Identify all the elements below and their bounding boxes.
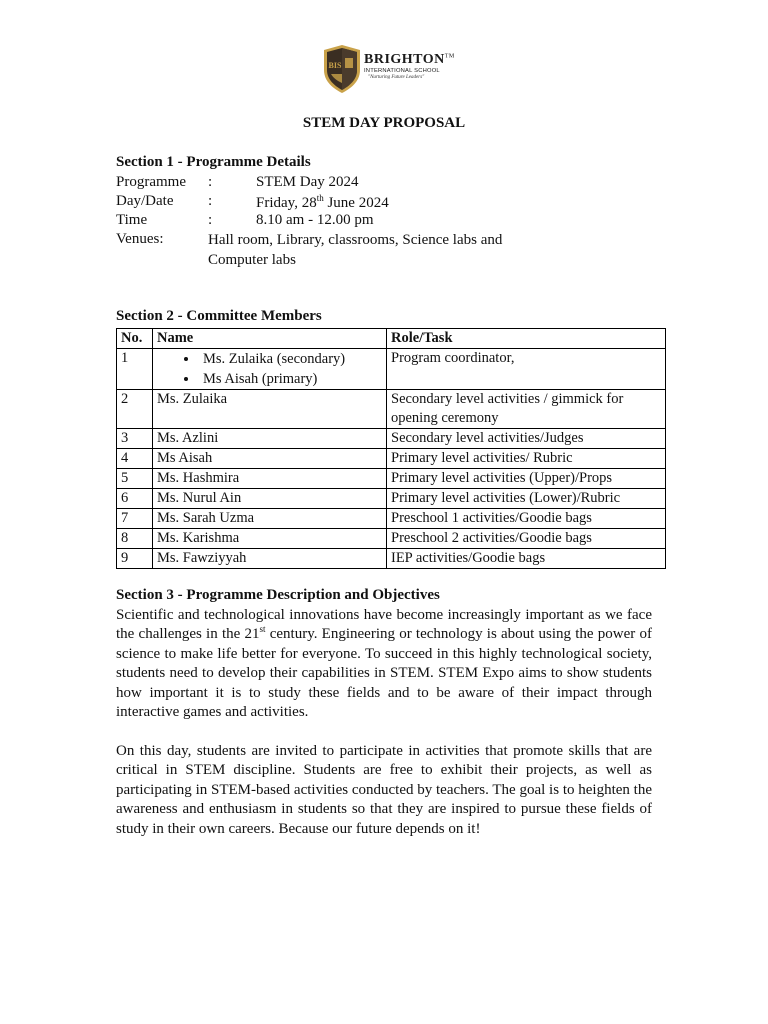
programme-value: STEM Day 2024 [256,174,359,190]
cell-name: Ms. Zulaika [153,390,387,429]
cell-no: 5 [117,469,153,489]
cell-name: Ms Aisah [153,449,387,469]
svg-text:BIS: BIS [328,61,342,70]
cell-role: IEP activities/Goodie bags [387,549,666,569]
table-row [117,549,666,569]
cell-no: 1 [117,349,153,390]
programme-label: Programme [116,174,186,190]
table-row [117,429,666,449]
section3-heading: Section 3 - Programme Description and Objectives [116,587,440,603]
table-row [117,349,666,390]
cell-no: 6 [117,489,153,509]
school-logo [322,44,455,96]
cell-name: Ms. Hashmira [153,469,387,489]
cell-name: Ms. Sarah Uzma [153,509,387,529]
cell-no: 7 [117,509,153,529]
school-tagline: "Nurturing Future Leaders" [368,75,425,80]
cell-no: 3 [117,429,153,449]
cell-role: Primary level activities/ Rubric [387,449,666,469]
cell-name: Ms. Azlini [153,429,387,449]
colon: : [208,174,213,190]
colon: : [208,193,213,209]
cell-name: Ms. Nurul Ain [153,489,387,509]
cell-name: Ms. Karishma [153,529,387,549]
table-row [117,449,666,469]
header-no: No. [117,329,153,349]
colon: : [208,212,213,228]
cell-role: Preschool 2 activities/Goodie bags [387,529,666,549]
cell-role: Program coordinator, [387,349,666,390]
table-row [117,469,666,489]
venues-value [208,231,528,270]
table-row [117,489,666,509]
document-title: STEM DAY PROPOSAL [302,115,466,131]
header-role: Role/Task [387,329,666,349]
committee-table [116,328,666,569]
section1-heading: Section 1 - Programme Details [116,154,311,170]
shield-icon [322,44,362,94]
venues-line: Hall room, Library, classrooms, Science labs and [208,232,503,248]
cell-name: Ms. Fawziyyah [153,549,387,569]
cell-no: 8 [117,529,153,549]
table-row [117,529,666,549]
time-value: 8.10 am - 12.00 pm [256,212,374,228]
table-header-row [117,329,666,349]
daydate-value: Friday, 28th June 2024 [256,193,389,211]
cell-name [153,349,387,390]
section2-heading: Section 2 - Committee Members [116,308,322,324]
cell-role: Secondary level activities/Judges [387,429,666,449]
table-row [117,509,666,529]
cell-role: Preschool 1 activities/Goodie bags [387,509,666,529]
cell-role: Primary level activities (Lower)/Rubric [387,489,666,509]
cell-no: 4 [117,449,153,469]
cell-no: 2 [117,390,153,429]
header-name: Name [153,329,387,349]
cell-role: Primary level activities (Upper)/Props [387,469,666,489]
daydate-label: Day/Date [116,193,174,209]
venues-label: Venues: [116,231,164,247]
table-row [117,390,666,429]
cell-role: Secondary level activities / gimmick for opening ceremony [387,390,666,429]
school-name: BRIGHTON™ [364,52,455,67]
venues-line: Computer labs [208,251,296,268]
paragraph-2: On this day, students are invited to participate in activities that promote skills that are critical in STEM discipline. Students are free to exhibit their projects, as well as participating in STEM-based activities conducted by teachers. The goal is to heighten the awareness and enthusiasm in students so that they are inspired to pursue these fields of study in their own careers. Because our future depends on it! [116,743,652,837]
name-bullet: • Ms Aisah (primary) [199,369,382,389]
cell-no: 9 [117,549,153,569]
name-bullet: • Ms. Zulaika (secondary) [199,349,382,369]
school-subtitle: INTERNATIONAL SCHOOL [364,68,440,74]
time-label: Time [116,212,148,228]
paragraph-1: Scientific and technological innovations have become increasingly important as we face the challenges in the 21st century. Engineering or technology is about using the power of science to make life better for everyone. To succeed in this highly technological society, students need to develop their capabilities in STEM. STEM Expo aims to show students how important it is to study these fields and to be aware of their impact through interactive games and activities. [116,607,652,721]
